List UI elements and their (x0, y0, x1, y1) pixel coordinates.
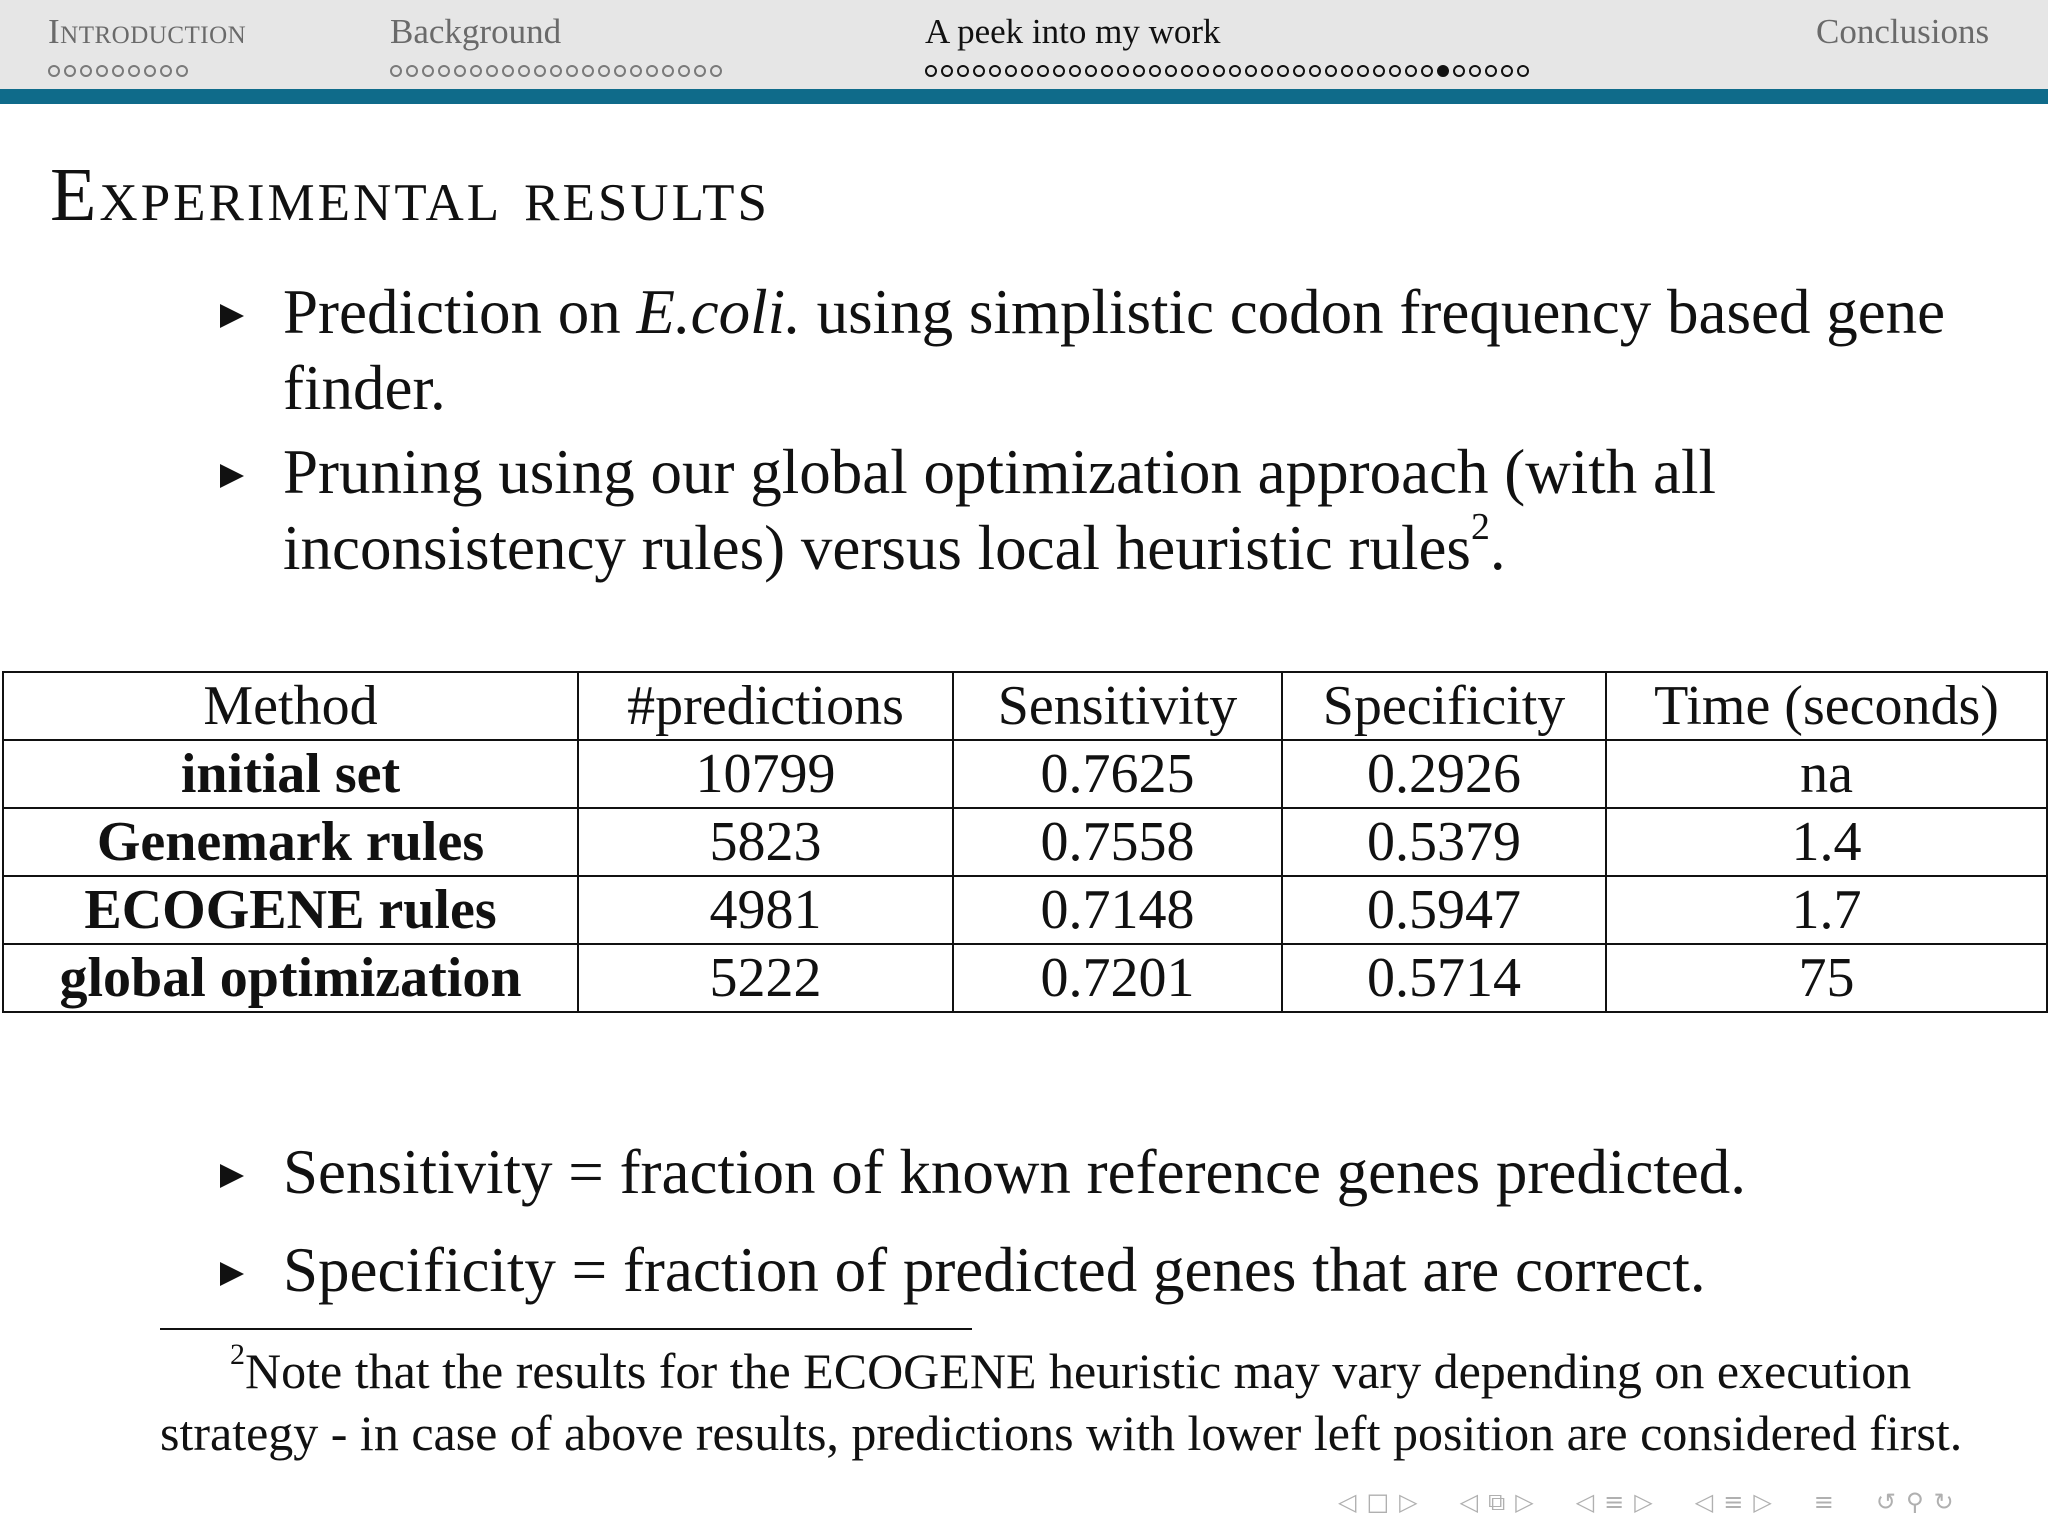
nav-frame-dot[interactable] (160, 65, 172, 77)
header-accent-line (0, 89, 2048, 104)
specificity-cell: 0.2926 (1282, 740, 1606, 808)
nav-frame-dot[interactable] (694, 65, 706, 77)
subsection-icon[interactable]: ⧉ (1488, 1488, 1506, 1516)
column-header-predictions: #predictions (578, 672, 953, 740)
nav-frame-dot[interactable] (438, 65, 450, 77)
bullet-text: Sensitivity = fraction of known reference genes predicted. (283, 1137, 1746, 1207)
table-row (3, 944, 2047, 1012)
bullet-arrow-icon (220, 304, 244, 328)
method-cell: global optimization (3, 944, 578, 1012)
nav-section-label: A peek into my work (925, 12, 1221, 51)
bullet-text: Specificity = fraction of predicted genes that are correct. (283, 1235, 1706, 1305)
nav-frame-dot[interactable] (1277, 65, 1289, 77)
sensitivity-cell: 0.7625 (953, 740, 1282, 808)
table-row (3, 808, 2047, 876)
bullet-text: Prediction on E.coli. using simplistic codon frequency based gene finder. (283, 277, 1946, 423)
nav-frame-dots (390, 62, 722, 80)
nav-frame-dot[interactable] (1021, 65, 1033, 77)
nav-frame-dots (48, 62, 246, 80)
undo-icon[interactable]: ↺ (1875, 1488, 1897, 1516)
method-cell: initial set (3, 740, 578, 808)
predictions-cell: 5823 (578, 808, 953, 876)
arrow-right-icon[interactable]: ▷ (1634, 1488, 1653, 1516)
nav-frame-dot[interactable] (989, 65, 1001, 77)
table-header-row (3, 672, 2047, 740)
nav-frame-dot[interactable] (128, 65, 140, 77)
nav-section-label: Background (390, 12, 562, 51)
toc-icon[interactable]: ≡ (1813, 1488, 1834, 1516)
footnote-rule (160, 1328, 972, 1330)
column-header-time: Time (seconds) (1606, 672, 2047, 740)
nav-frame-dot[interactable] (486, 65, 498, 77)
nav-frame-dot[interactable] (96, 65, 108, 77)
specificity-cell: 0.5947 (1282, 876, 1606, 944)
nav-frame-dot[interactable] (112, 65, 124, 77)
nav-frame-dot[interactable] (454, 65, 466, 77)
nav-frame-dot[interactable] (64, 65, 76, 77)
method-cell: ECOGENE rules (3, 876, 578, 944)
slide-title: Experimental results (50, 153, 770, 237)
nav-frame-dot[interactable] (1085, 65, 1097, 77)
nav-frame-dot[interactable] (614, 65, 626, 77)
subsection-icon[interactable]: ≡ (1723, 1488, 1744, 1516)
redo-icon[interactable]: ↻ (1933, 1488, 1954, 1516)
time-cell: 75 (1606, 944, 2047, 1012)
nav-frame-dot[interactable] (1341, 65, 1353, 77)
column-header-specificity: Specificity (1282, 672, 1606, 740)
nav-frame-dot[interactable] (80, 65, 92, 77)
method-cell: Genemark rules (3, 808, 578, 876)
nav-frame-dot[interactable] (1181, 65, 1193, 77)
nav-section-background[interactable] (390, 12, 722, 80)
nav-frame-dot[interactable] (1325, 65, 1337, 77)
species-name: E.coli. (636, 277, 801, 347)
nav-section-label: Introduction (48, 12, 247, 51)
nav-frame-dot[interactable] (630, 65, 642, 77)
nav-frame-dot[interactable] (534, 65, 546, 77)
nav-section-peek-into-my-work[interactable] (925, 12, 1529, 80)
nav-frame-dot[interactable] (1069, 65, 1081, 77)
sensitivity-cell: 0.7148 (953, 876, 1282, 944)
nav-frame-dot[interactable] (678, 65, 690, 77)
sensitivity-cell: 0.7558 (953, 808, 1282, 876)
nav-frame-dot[interactable] (1501, 65, 1513, 77)
nav-frame-dot[interactable] (566, 65, 578, 77)
nav-frame-dots (925, 62, 1529, 80)
nav-frame-dot[interactable] (598, 65, 610, 77)
results-table (2, 671, 2048, 1013)
nav-frame-dot[interactable] (1037, 65, 1049, 77)
specificity-cell: 0.5714 (1282, 944, 1606, 1012)
search-icon[interactable]: ⚲ (1906, 1488, 1924, 1516)
column-header-method: Method (3, 672, 578, 740)
nav-frame-dot[interactable] (1245, 65, 1257, 77)
arrow-right-icon[interactable]: ▷ (1515, 1488, 1534, 1516)
footnote-text: Note that the results for the ECOGENE heuristic may vary depending on execution strategy - in case of above results, predictions with lower left position are considered first. (160, 1343, 1963, 1461)
nav-frame-dot[interactable] (518, 65, 530, 77)
frame-icon[interactable]: □ (1366, 1488, 1390, 1516)
predictions-cell: 4981 (578, 876, 953, 944)
time-cell: na (1606, 740, 2047, 808)
bullet-text: Pruning using our global optimization approach (with all inconsistency rules) versus local heuristic rules$^2$. (283, 437, 1717, 583)
footnote-mark: 2 (230, 1338, 245, 1372)
nav-frame-dot[interactable] (1293, 65, 1305, 77)
nav-frame-dot-current[interactable] (1437, 65, 1449, 77)
table-row (3, 740, 2047, 808)
nav-frame-dot[interactable] (1389, 65, 1401, 77)
nav-frame-dot[interactable] (406, 65, 418, 77)
nav-section-label: Conclusions (1816, 12, 1990, 51)
arrow-right-icon[interactable]: ▷ (1753, 1488, 1772, 1516)
arrow-left-icon[interactable]: ◁ (1575, 1488, 1595, 1516)
section-icon[interactable]: ≡ (1604, 1488, 1625, 1516)
footnote (160, 1340, 1980, 1464)
arrow-left-icon[interactable]: ◁ (1338, 1488, 1357, 1516)
specificity-cell: 0.5379 (1282, 808, 1606, 876)
nav-frame-dot[interactable] (502, 65, 514, 77)
section-navigation-bar (0, 0, 2048, 89)
nav-section-introduction[interactable] (48, 12, 246, 80)
arrow-right-icon[interactable]: ▷ (1399, 1488, 1418, 1516)
nav-frame-dot[interactable] (973, 65, 985, 77)
bullet-arrow-icon (220, 1164, 244, 1188)
arrow-left-icon[interactable]: ◁ (1459, 1488, 1479, 1516)
footnote-reference[interactable]: 2 (1470, 506, 1490, 549)
nav-frame-dot[interactable] (1101, 65, 1113, 77)
nav-frame-dot[interactable] (1197, 65, 1209, 77)
nav-frame-dot[interactable] (1229, 65, 1241, 77)
nav-frame-dot[interactable] (925, 65, 937, 77)
nav-frame-dot[interactable] (1517, 65, 1529, 77)
nav-frame-dot[interactable] (1469, 65, 1481, 77)
nav-frame-dot[interactable] (470, 65, 482, 77)
nav-frame-dot[interactable] (1053, 65, 1065, 77)
nav-frame-dot[interactable] (422, 65, 434, 77)
nav-frame-dot[interactable] (662, 65, 674, 77)
nav-frame-dot[interactable] (710, 65, 722, 77)
nav-frame-dot[interactable] (550, 65, 562, 77)
nav-section-conclusions[interactable] (1816, 12, 1989, 52)
nav-frame-dot[interactable] (1213, 65, 1225, 77)
nav-frame-dot[interactable] (646, 65, 658, 77)
nav-frame-dot[interactable] (1453, 65, 1465, 77)
time-cell: 1.7 (1606, 876, 2047, 944)
nav-frame-dot[interactable] (1421, 65, 1433, 77)
nav-frame-dot[interactable] (941, 65, 953, 77)
nav-frame-dot[interactable] (957, 65, 969, 77)
predictions-cell: 5222 (578, 944, 953, 1012)
nav-frame-dot[interactable] (1309, 65, 1321, 77)
sensitivity-cell: 0.7201 (953, 944, 1282, 1012)
time-cell: 1.4 (1606, 808, 2047, 876)
beamer-navigation-controls (1338, 1488, 1954, 1516)
nav-frame-dot[interactable] (1261, 65, 1273, 77)
nav-frame-dot[interactable] (1405, 65, 1417, 77)
nav-frame-dot[interactable] (1005, 65, 1017, 77)
nav-frame-dot[interactable] (1485, 65, 1497, 77)
bullet-arrow-icon (220, 1262, 244, 1286)
table-row (3, 876, 2047, 944)
nav-frame-dot[interactable] (1165, 65, 1177, 77)
bullet-arrow-icon (220, 464, 244, 488)
nav-frame-dot[interactable] (48, 65, 60, 77)
nav-frame-dot[interactable] (176, 65, 188, 77)
nav-frame-dot[interactable] (582, 65, 594, 77)
predictions-cell: 10799 (578, 740, 953, 808)
column-header-sensitivity: Sensitivity (953, 672, 1282, 740)
nav-frame-dot[interactable] (1373, 65, 1385, 77)
nav-frame-dot[interactable] (1149, 65, 1161, 77)
arrow-left-icon[interactable]: ◁ (1694, 1488, 1714, 1516)
nav-frame-dot[interactable] (1117, 65, 1129, 77)
nav-frame-dot[interactable] (1357, 65, 1369, 77)
nav-frame-dot[interactable] (1133, 65, 1145, 77)
nav-frame-dot[interactable] (144, 65, 156, 77)
nav-frame-dot[interactable] (390, 65, 402, 77)
